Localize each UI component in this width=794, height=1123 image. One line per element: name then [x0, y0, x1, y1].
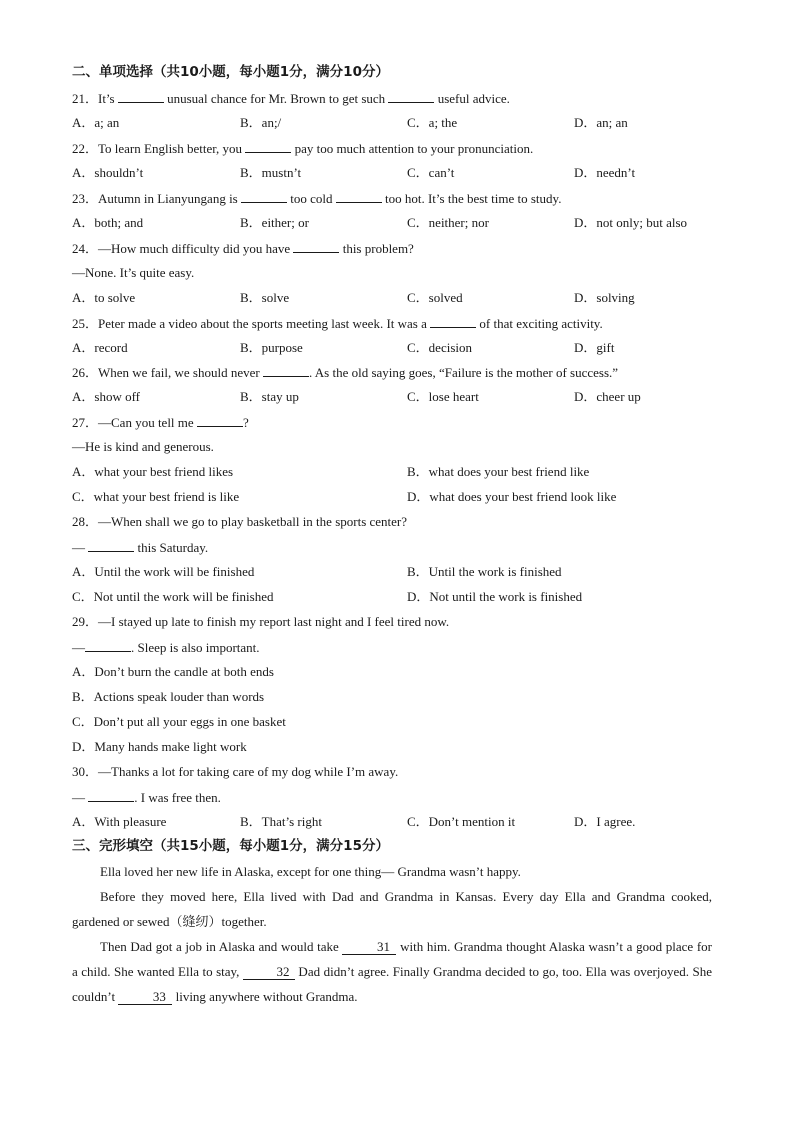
q22-option-c[interactable]: C．can’t	[407, 165, 455, 180]
q21-option-b[interactable]: B．an;/	[240, 115, 282, 130]
q30-option-c[interactable]: C．Don’t mention it	[407, 814, 516, 829]
question-29-stem: 29．—I stayed up late to finish my report last night and I feel tired now.	[72, 614, 450, 629]
q28-option-d[interactable]: D．Not until the work is finished	[407, 589, 583, 604]
q25-option-a[interactable]: A．record	[72, 340, 128, 355]
question-30-stem: 30．—Thanks a lot for taking care of my dog while I’m away.	[72, 764, 399, 779]
question-22-stem: 22．To learn English better, you pay too much attention to your pronunciation.	[72, 141, 534, 156]
q23-option-b[interactable]: B．either; or	[240, 215, 309, 230]
q23-option-d[interactable]: D．not only; but also	[574, 215, 688, 230]
q29-option-b[interactable]: B．Actions speak louder than words	[72, 689, 265, 704]
q23-option-a[interactable]: A．both; and	[72, 215, 144, 230]
question-21-stem: 21．It’s unusual chance for Mr. Brown to get such useful advice.	[72, 91, 510, 106]
q28-option-b[interactable]: B．Until the work is finished	[407, 564, 562, 579]
cloze-paragraph-1: Ella loved her new life in Alaska, except for one thing— Grandma wasn’t happy.	[100, 864, 521, 879]
section-3-title: 三、完形填空（共15小题，每小题1分，满分15分）	[72, 838, 389, 854]
q21-option-a[interactable]: A．a; an	[72, 115, 120, 130]
q30-option-b[interactable]: B．That’s right	[240, 814, 322, 829]
question-25-stem: 25．Peter made a video about the sports meeting last week. It was a of that exciting activity.	[72, 316, 603, 331]
q25-option-d[interactable]: D．gift	[574, 340, 615, 355]
question-27-stem: 27．—Can you tell me ?	[72, 415, 249, 430]
q24-option-c[interactable]: C．solved	[407, 290, 463, 305]
q27-option-c[interactable]: C．what your best friend is like	[72, 489, 240, 504]
q29-option-d[interactable]: D．Many hands make light work	[72, 739, 247, 754]
question-26-stem: 26．When we fail, we should never . As the old saying goes, “Failure is the mother of success.”	[72, 365, 619, 380]
question-24-stem: 24．—How much difficulty did you have this problem?	[72, 241, 414, 256]
section-2-title: 二、单项选择（共10小题，每小题1分，满分10分）	[72, 64, 389, 80]
q29-option-c[interactable]: C．Don’t put all your eggs in one basket	[72, 714, 286, 729]
blank-31[interactable]: 31	[342, 940, 396, 955]
question-28-stem: 28．—When shall we go to play basketball in the sports center?	[72, 514, 408, 529]
q21-option-c[interactable]: C．a; the	[407, 115, 458, 130]
q26-option-b[interactable]: B．stay up	[240, 389, 299, 404]
q27-option-b[interactable]: B．what does your best friend like	[407, 464, 590, 479]
q21-option-d[interactable]: D．an; an	[574, 115, 628, 130]
q24-option-b[interactable]: B．solve	[240, 290, 290, 305]
q27-option-a[interactable]: A．what your best friend likes	[72, 464, 234, 479]
q25-option-b[interactable]: B．purpose	[240, 340, 303, 355]
question-30-reply: — . I was free then.	[72, 790, 221, 805]
q23-option-c[interactable]: C．neither; nor	[407, 215, 489, 230]
q30-option-a[interactable]: A．With pleasure	[72, 814, 167, 829]
question-29-reply: — . Sleep is also important.	[72, 640, 260, 655]
cloze-paragraph-3: Then Dad got a job in Alaska and would take 31 with him. Grandma thought Alaska wasn’t a good place for a child. She wanted Ella to stay, 32 Dad didn’t agree. Finally Grandma decided to go, too. Ella was overjoyed. She couldn’t 33 living anywhere without Grandma.	[72, 939, 712, 1004]
q25-option-c[interactable]: C．decision	[407, 340, 472, 355]
q28-option-a[interactable]: A．Until the work will be finished	[72, 564, 255, 579]
q28-option-c[interactable]: C．Not until the work will be finished	[72, 589, 274, 604]
q26-option-a[interactable]: A．show off	[72, 389, 141, 404]
q26-option-d[interactable]: D．cheer up	[574, 389, 641, 404]
q26-option-c[interactable]: C．lose heart	[407, 389, 479, 404]
q27-option-d[interactable]: D．what does your best friend look like	[407, 489, 617, 504]
q22-option-a[interactable]: A．shouldn’t	[72, 165, 144, 180]
q24-option-d[interactable]: D．solving	[574, 290, 635, 305]
question-28-reply: — this Saturday.	[72, 540, 209, 555]
cloze-paragraph-2: Before they moved here, Ella lived with Dad and Grandma in Kansas. Every day Ella and Grandma cooked, gardened or sewed（缝纫）together.	[72, 889, 712, 929]
question-27-reply: —He is kind and generous.	[72, 439, 214, 454]
q22-option-d[interactable]: D．needn’t	[574, 165, 636, 180]
blank-33[interactable]: 33	[118, 990, 172, 1005]
question-23-stem: 23．Autumn in Lianyungang is too cold too hot. It’s the best time to study.	[72, 191, 562, 206]
question-24-reply: —None. It’s quite easy.	[72, 265, 195, 280]
q29-option-a[interactable]: A．Don’t burn the candle at both ends	[72, 664, 274, 679]
blank-32[interactable]: 32	[243, 965, 295, 980]
q24-option-a[interactable]: A．to solve	[72, 290, 136, 305]
q22-option-b[interactable]: B．mustn’t	[240, 165, 302, 180]
q30-option-d[interactable]: D．I agree.	[574, 814, 636, 829]
